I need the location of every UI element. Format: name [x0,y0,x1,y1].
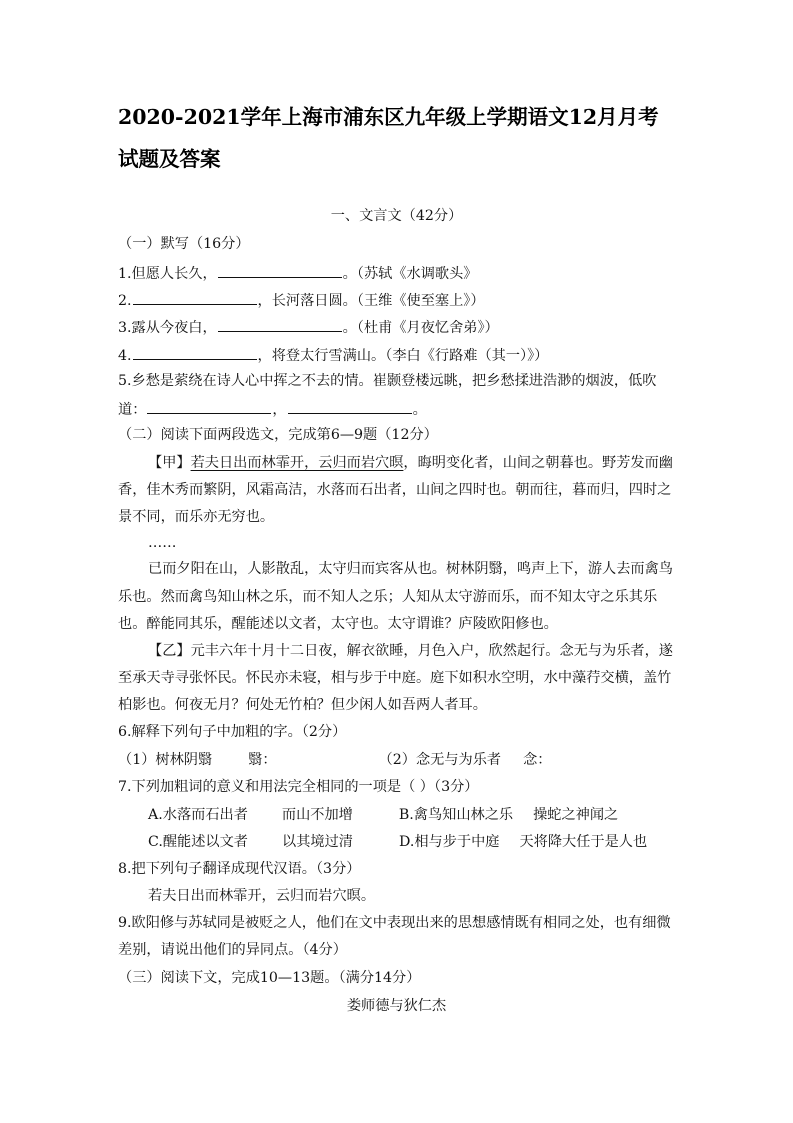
question-7-options-cd [148,832,647,852]
answer-blank-2[interactable] [133,289,257,305]
question-8: 8.把下列句子翻译成现代汉语。（3分） [118,861,361,877]
question-5-line-1: 5.乡愁是萦绕在诗人心中挥之不去的情。崔颢登楼远眺，把乡愁揉进浩渺的烟波，低吹 [118,373,657,389]
question-8-sentence: 若夫日出而林霏开，云归而岩穴暝。 [148,888,376,904]
q1-prefix: 1.但愿人长久， [118,266,217,282]
question-6-items [118,750,551,770]
question-5-line-2 [118,398,427,420]
question-4 [118,344,548,366]
passage-jia-line-3: 景不同，而乐亦无穷也。 [118,509,275,525]
passage-jia-line-1-rest: ，晦明变化者，山间之朝暮也。野芳发而幽 [403,455,673,471]
option-b-2: 操蛇之神闻之 [533,807,619,823]
q5-middle: ， [272,402,287,418]
passage-jia-underlined: 若夫日出而林霏开，云归而岩穴暝 [190,455,404,471]
question-2 [118,289,485,311]
title-line-1: 2020-2021学年上海市浦东区九年级上学期语文12月月考 [118,105,659,129]
q6-item-1-word: 翳： [248,752,277,768]
q4-prefix: 4. [118,348,132,364]
answer-blank-4[interactable] [133,344,257,360]
q5-prefix: 道： [118,402,147,418]
q3-prefix: 3.露从今夜白， [118,320,217,336]
question-9-line-2: 差别，请说出他们的异同点。（4分） [118,942,347,958]
part3-heading: （三）阅读下文，完成10—13题。（满分14分） [118,970,421,986]
option-a-1: A.水落而石出者 [148,807,248,823]
question-7: 7.下列加粗词的意义和用法完全相同的一项是（ ）（3分） [118,779,479,795]
passage-jia-p2-line-3: 也。醉能同其乐，醒能述以文者，太守也。太守谓谁？庐陵欧阳修也。 [118,616,558,632]
option-d-1: D.相与步于中庭 [398,834,500,850]
answer-blank-5b[interactable] [288,398,412,414]
option-b-1: B.禽鸟知山林之乐 [398,807,514,823]
passage-jia-label: 【甲】 [148,455,191,471]
ellipsis: …… [148,535,177,551]
option-c-2: 以其境过清 [282,834,353,850]
q6-item-2: （2）念无与为乐者 [378,752,502,768]
question-7-options-ab [148,805,618,825]
q5-suffix: 。 [412,402,427,418]
question-6: 6.解释下列句子中加粗的字。（2分） [118,724,347,740]
part2-heading: （二）阅读下面两段选文，完成第6—9题（12分） [118,427,438,443]
passage-jia-p2-line-1: 已而夕阳在山，人影散乱，太守归而宾客从也。树林阴翳，鸣声上下，游人去而禽鸟 [148,561,673,577]
passage-yi-line-3: 柏影也。何夜无月？何处无竹柏？但少闲人如吾两人者耳。 [118,697,487,713]
q2-prefix: 2. [118,293,132,309]
passage-jia-line-1 [148,453,673,473]
section-heading: 一、文言文（42分） [330,208,463,224]
title-line-2: 试题及答案 [118,147,221,171]
question-3 [118,316,499,338]
q3-suffix: 。（杜甫《月夜忆舍弟》） [342,320,499,336]
article-title: 娄师德与狄仁杰 [346,998,447,1014]
question-1 [118,262,477,284]
passage-jia-line-2: 香，佳木秀而繁阴，风霜高洁，水落而石出者，山间之四时也。朝而往，暮而归，四时之 [118,482,672,498]
q4-suffix: ，将登太行雪满山。（李白《行路难（其一）》） [257,348,549,364]
option-c-1: C.醒能述以文者 [148,834,248,850]
passage-yi-line-2: 至承天寺寻张怀民。怀民亦未寝，相与步于中庭。庭下如积水空明，水中藻荇交横，盖竹 [118,670,672,686]
question-9-line-1: 9.欧阳修与苏轼同是被贬之人，他们在文中表现出来的思想感情既有相同之处，也有细微 [118,915,671,931]
passage-jia-p2-line-2: 乐也。然而禽鸟知山林之乐，而不知人之乐；人知从太守游而乐，而不知太守之乐其乐 [118,589,658,605]
answer-blank-1[interactable] [218,262,342,278]
document-title [118,96,698,180]
option-a-2: 而山不加增 [281,807,353,823]
answer-blank-5a[interactable] [147,398,271,414]
q6-item-1: （1）树林阴翳 [118,752,213,768]
passage-yi-line-1: 【乙】元丰六年十月十二日夜，解衣欲睡，月色入户，欣然起行。念无与为乐者，遂 [148,643,673,659]
q6-item-2-word: 念： [523,752,552,768]
part1-heading: （一）默写（16分） [118,236,250,252]
answer-blank-3[interactable] [218,316,342,332]
q2-suffix: ，长河落日圆。（王维《使至塞上》） [257,293,485,309]
q1-suffix: 。（苏轼《水调歌头》 [342,266,478,282]
option-d-2: 天将降大任于是人也 [519,834,648,850]
